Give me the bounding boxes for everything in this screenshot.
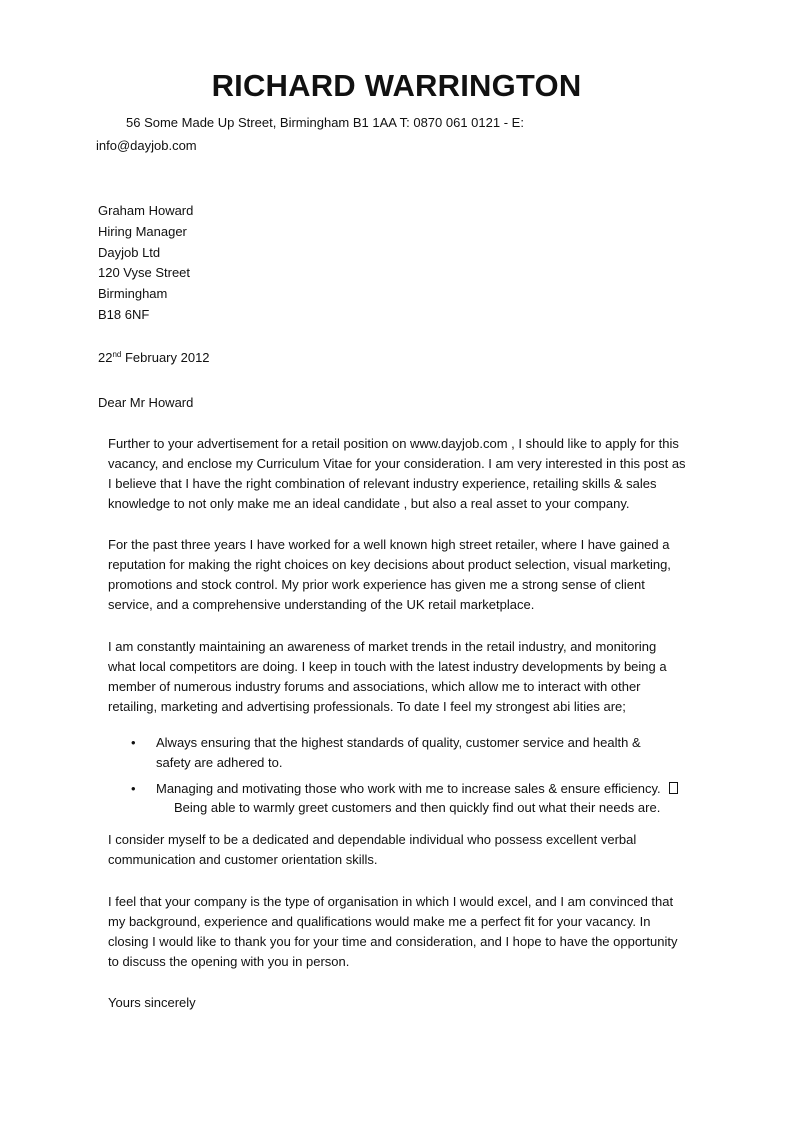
paragraph-line: retailing, marketing and advertising professionals. To date I feel my strongest abi lities are;: [108, 699, 626, 714]
recipient-city: Birmingham: [98, 286, 168, 301]
paragraph-line: closing I would like to thank you for your time and consideration, and I hope to have the opportunity: [108, 934, 678, 949]
paragraph-line: I am constantly maintaining an awareness of market trends in the retail industry, and monitoring: [108, 639, 657, 654]
paragraph-line: I believe that I have the right combination of relevant industry experience, retailing skills & sales: [108, 476, 657, 491]
paragraph-line: communication and customer orientation skills.: [108, 852, 378, 867]
date-day: 22: [98, 350, 113, 365]
paragraph-3: [108, 637, 718, 717]
recipient-street: 120 Vyse Street: [98, 265, 191, 280]
missing-glyph-box-icon: [669, 782, 678, 794]
bullet-item-text: Always ensuring that the highest standards of quality, customer service and health &: [156, 735, 641, 750]
recipient-name: Graham Howard: [98, 203, 194, 218]
contact-email: info@dayjob.com: [96, 138, 197, 153]
recipient-company: Dayjob Ltd: [98, 245, 161, 260]
paragraph-line: I consider myself to be a dedicated and dependable individual who possess excellent verbal: [108, 832, 637, 847]
paragraph-line: member of numerous industry forums and associations, which allow me to interact with other: [108, 679, 641, 694]
bullet-item-text: safety are adhered to.: [156, 755, 283, 770]
bullet-item-line: Managing and motivating those who work with me to increase sales & ensure efficiency.: [156, 781, 661, 796]
contact-details-line: 56 Some Made Up Street, Birmingham B1 1AA T: 0870 061 0121 - E:: [126, 115, 524, 130]
applicant-name: RICHARD WARRINGTON: [211, 68, 582, 103]
paragraph-line: Further to your advertisement for a retail position on www.dayjob.com , I should like to apply for this: [108, 436, 679, 451]
closing: Yours sincerely: [108, 995, 196, 1010]
salutation: Dear Mr Howard: [98, 395, 194, 410]
paragraph-line: service, and a comprehensive understanding of the UK retail marketplace.: [108, 597, 535, 612]
paragraph-line: to discuss the opening with you in person.: [108, 954, 350, 969]
paragraph-line: reputation for making the right choices on key decisions about product selection, visual marketing,: [108, 557, 671, 572]
paragraph-1: [108, 434, 718, 514]
paragraph-line: For the past three years I have worked for a well known high street retailer, where I have gained a: [108, 537, 670, 552]
paragraph-line: what local competitors are doing. I keep in touch with the latest industry developments by being a: [108, 659, 667, 674]
paragraph-line: promotions and stock control. My prior work experience has given me a strong sense of client: [108, 577, 645, 592]
paragraph-4: [108, 830, 718, 870]
paragraph-line: I feel that your company is the type of organisation in which I would excel, and I am convinced that: [108, 894, 674, 909]
paragraph-line: vacancy, and enclose my Curriculum Vitae for your consideration. I am very interested in this post as: [108, 456, 686, 471]
recipient-postcode: B18 6NF: [98, 307, 150, 322]
paragraph-2: [108, 535, 718, 615]
paragraph-5: [108, 892, 718, 972]
paragraph-line: knowledge to not only make me an ideal candidate , but also a real asset to your company.: [108, 496, 630, 511]
bullet-item-text: Being able to warmly greet customers and then quickly find out what their needs are.: [174, 800, 661, 815]
bullet-item-text: [156, 779, 678, 799]
paragraph-line: my background, experience and qualifications would make me a perfect fit for your vacancy. In: [108, 914, 651, 929]
recipient-title: Hiring Manager: [98, 224, 187, 239]
bullet-marker: •: [131, 781, 136, 796]
bullet-marker: •: [131, 735, 136, 750]
date-rest: February 2012: [121, 350, 210, 365]
date-suffix: nd: [112, 350, 122, 359]
letter-date: [98, 348, 210, 368]
